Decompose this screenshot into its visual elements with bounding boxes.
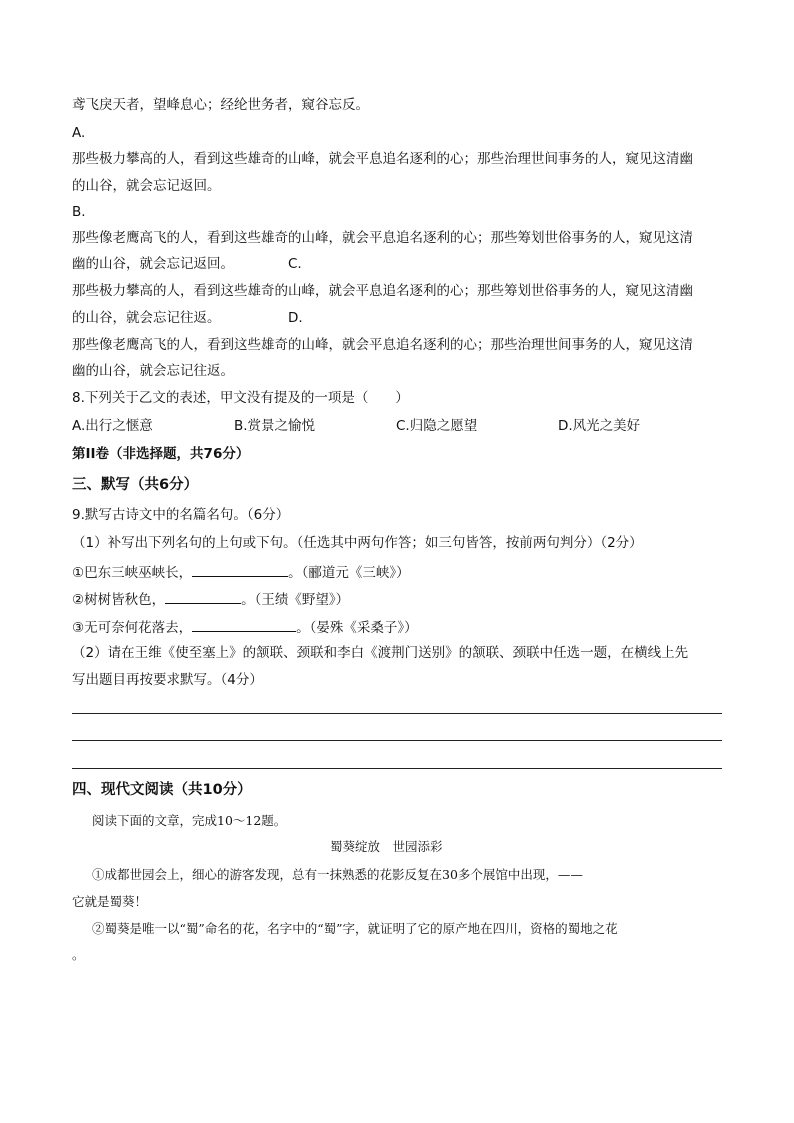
article-p2-line1: ②蜀葵是唯一以“蜀”命名的花，名字中的“蜀”字，就证明了它的原产地在四川，资格的蜀地之花	[92, 921, 618, 936]
section4-instruction: 阅读下面的文章，完成10～12题。	[92, 813, 287, 828]
q9-item1-blank[interactable]	[192, 562, 288, 577]
q8-stem: 8.下列关于乙文的表述，甲文没有提及的一项是（ ）	[72, 390, 409, 406]
article-p1-line2: 它就是蜀葵！	[72, 894, 148, 909]
q9-item2-source: 。（王绩《野望》）	[241, 592, 350, 608]
q7-option-d-line2: 幽的山谷，就会忘记往返。	[72, 363, 234, 379]
q9-item1	[72, 562, 410, 582]
q7-option-c-line1: 那些极力攀高的人，看到这些雄奇的山峰，就会平息追名逐利的心；那些筹划世俗事务的人，窥见这清幽	[72, 283, 693, 299]
q7-option-b-line1: 那些像老鹰高飞的人，看到这些雄奇的山峰，就会平息追名逐利的心；那些筹划世俗事务的人，窥见这清	[72, 230, 693, 246]
q9-item2-blank[interactable]	[165, 589, 241, 604]
q9-sub2-line1: （2）请在王维《使至塞上》的颔联、颈联和李白《渡荆门送别》的颔联、颈联中任选一题，在横线上先	[72, 645, 689, 661]
q7-option-a-line1: 那些极力攀高的人，看到这些雄奇的山峰，就会平息追名逐利的心；那些治理世间事务的人，窥见这清幽	[72, 151, 693, 167]
q7-option-a-label: A.	[72, 125, 86, 141]
q7-option-b-label: B.	[72, 204, 86, 220]
q8-option-b: B.赏景之愉悦	[234, 418, 316, 434]
section4-title: 四、现代文阅读（共10分）	[72, 782, 252, 798]
q7-option-b-line2: 幽的山谷，就会忘记返回。	[72, 256, 234, 272]
answer-line-1[interactable]	[72, 713, 722, 714]
q8-option-c: C.归隐之愿望	[396, 418, 478, 434]
q9-sub2-line2: 写出题目再按要求默写。（4分）	[72, 672, 263, 688]
q7-option-d-line1: 那些像老鹰高飞的人，看到这些雄奇的山峰，就会平息追名逐利的心；那些治理世间事务的人，窥见这清	[72, 337, 693, 353]
q7-sentence: 鸢飞戾天者，望峰息心；经纶世务者，窥谷忘反。	[72, 97, 369, 113]
answer-line-3[interactable]	[72, 768, 722, 769]
q7-option-d-label: D.	[288, 310, 303, 326]
answer-line-2[interactable]	[72, 740, 722, 741]
q8-option-a: A.出行之惬意	[72, 418, 153, 434]
q9-item3-source: 。（晏殊《采桑子》）	[296, 620, 418, 636]
q9-sub1: （1）补写出下列名句的上句或下句。（任选其中两句作答；如三句皆答，按前两句判分）（2分）	[72, 535, 643, 551]
q9-item1-text: ①巴东三峡巫峡长，	[72, 565, 193, 581]
article-title: 蜀葵绽放 世园添彩	[330, 839, 443, 854]
q7-option-c-line2: 的山谷，就会忘记往返。	[72, 310, 221, 326]
article-p1-line1: ①成都世园会上，细心的游客发现，总有一抹熟悉的花影反复在30多个展馆中出现，——	[92, 867, 583, 882]
q9-item3-blank[interactable]	[192, 617, 296, 632]
q9-item3	[72, 617, 418, 637]
q9-item1-source: 。（郦道元《三峡》）	[288, 565, 410, 581]
article-p2-line2: 。	[72, 947, 85, 962]
q9-item2	[72, 589, 349, 609]
q9-stem: 9.默写古诗文中的名篇名句。（6分）	[72, 507, 290, 523]
q9-item2-text: ②树树皆秋色，	[72, 592, 166, 608]
part2-title: 第II卷（非选择题，共76分）	[72, 446, 250, 462]
q7-option-a-line2: 的山谷，就会忘记返回。	[72, 178, 221, 194]
q9-item3-text: ③无可奈何花落去，	[72, 620, 193, 636]
section3-title: 三、默写（共6分）	[72, 477, 199, 493]
q7-option-c-label: C.	[288, 256, 302, 272]
q8-option-d: D.风光之美好	[558, 418, 641, 434]
